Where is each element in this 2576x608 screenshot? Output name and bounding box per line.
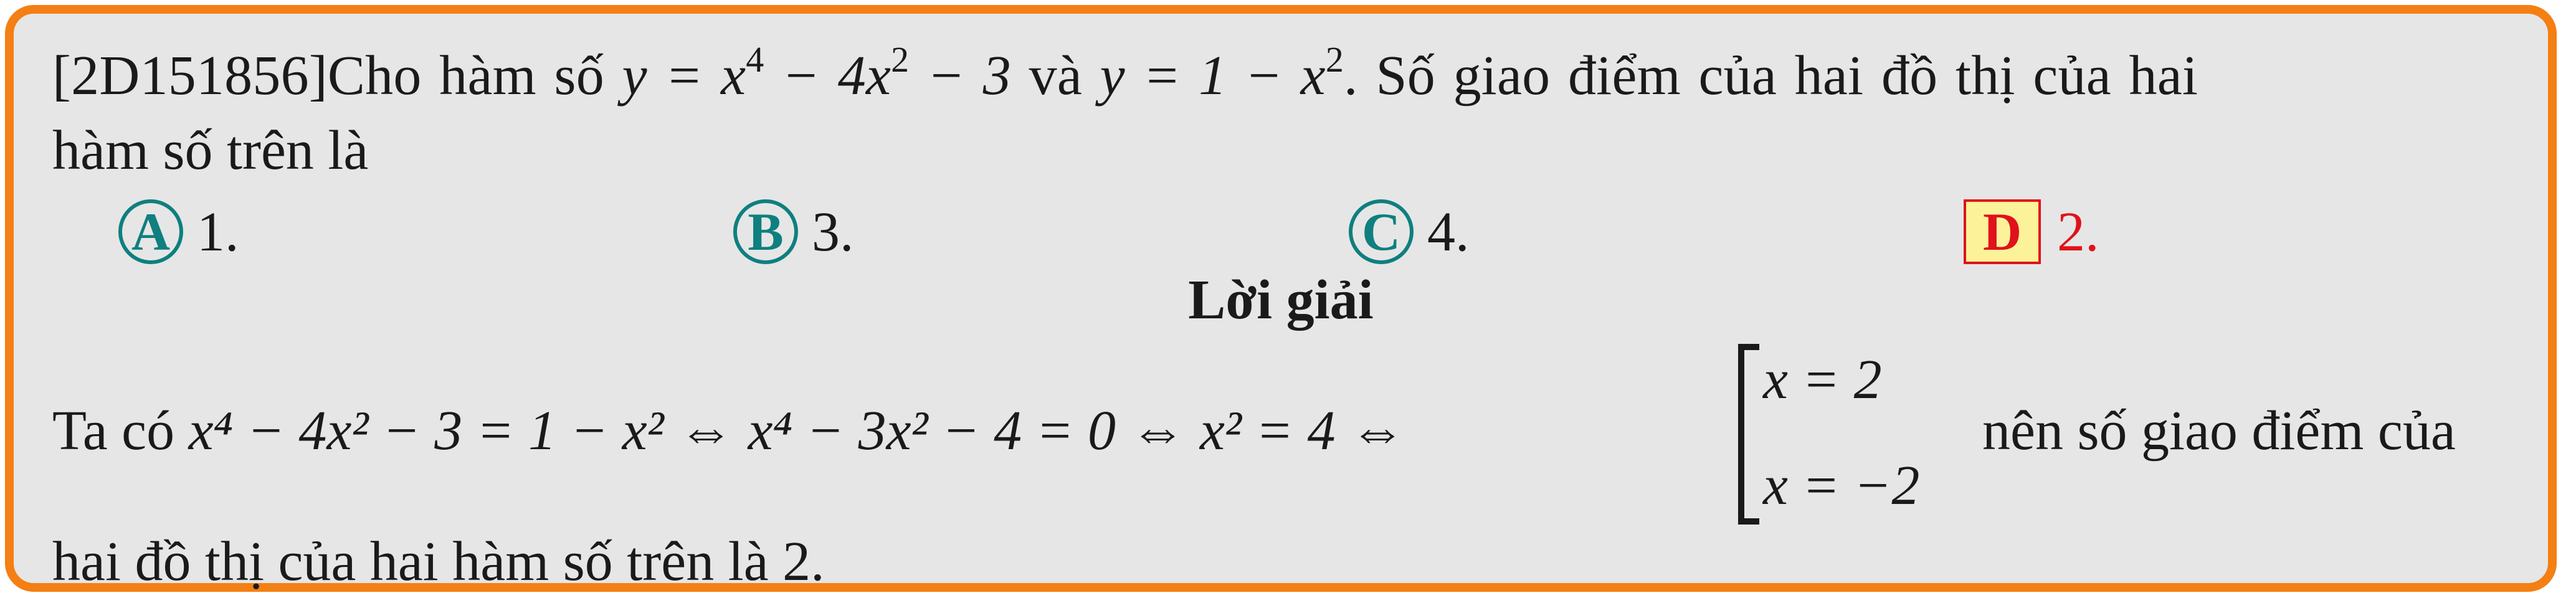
option-c-marker: C bbox=[1349, 199, 1414, 264]
solution-equation: x⁴ − 4x² − 3 = 1 − x² ⇔ x⁴ − 3x² − 4 = 0 ⇔ x² = 4 ⇔ bbox=[188, 400, 1406, 462]
question-rest: . Số giao điểm của hai đồ thị của hai bbox=[1344, 45, 2198, 107]
option-d-value: 2. bbox=[2057, 201, 2099, 263]
option-a-value: 1. bbox=[197, 201, 239, 263]
function-2: $y = 1 - x^2$ bbox=[1100, 39, 1344, 107]
option-b-value: 3. bbox=[812, 201, 854, 263]
solution-heading: Lời giải bbox=[1188, 269, 1374, 331]
question-line-2: hàm số trên là bbox=[52, 120, 369, 181]
solution-start: Ta có bbox=[52, 400, 189, 462]
answer-options bbox=[14, 194, 2548, 269]
option-d-correct[interactable] bbox=[1964, 194, 2099, 269]
option-a-marker: A bbox=[118, 199, 183, 264]
question-prefix: [2D151856]Cho hàm số bbox=[52, 45, 622, 107]
option-a[interactable] bbox=[118, 194, 239, 269]
case-1: x = 2 bbox=[1763, 349, 1882, 411]
option-c-value: 4. bbox=[1427, 201, 1470, 263]
option-c[interactable] bbox=[1349, 194, 1470, 269]
conjunction: và bbox=[1010, 45, 1100, 107]
solution-cases bbox=[1738, 344, 1975, 526]
question-card bbox=[5, 5, 2557, 592]
option-b[interactable] bbox=[733, 194, 854, 269]
case-2: x = −2 bbox=[1763, 455, 1920, 516]
option-b-marker: B bbox=[733, 199, 798, 264]
solution-line-1 bbox=[52, 400, 1405, 462]
cases-bracket bbox=[1738, 344, 1759, 525]
option-d-marker: D bbox=[1964, 199, 2041, 264]
solution-line-2: hai đồ thị của hai hàm số trên là 2. bbox=[52, 531, 825, 592]
function-1: $y = x^4 - 4x^2 - 3$ bbox=[622, 39, 1011, 107]
solution-after: nên số giao điểm của bbox=[1982, 400, 2456, 462]
question-line-1 bbox=[52, 39, 2198, 107]
